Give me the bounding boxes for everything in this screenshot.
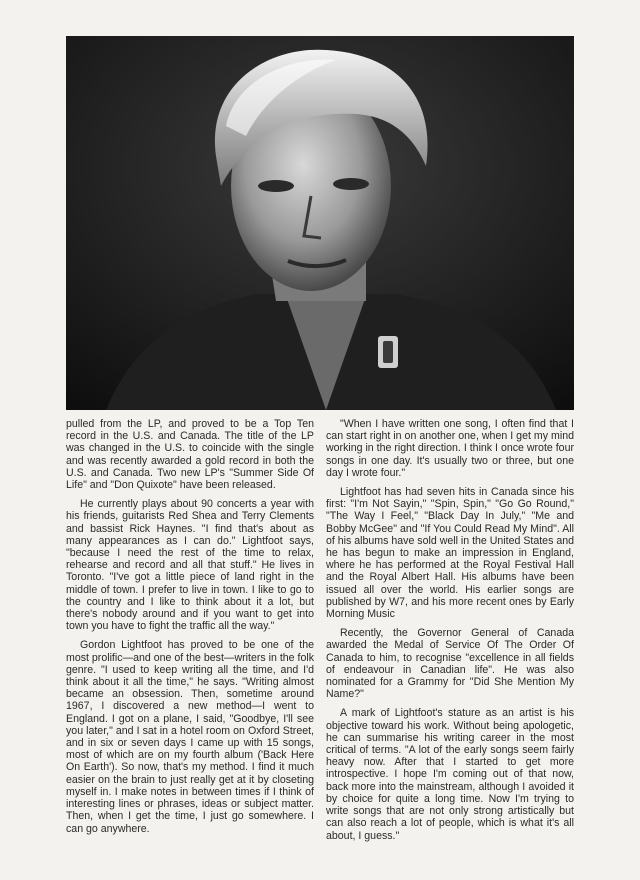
- right-paragraph-1: "When I have written one song, I often find that I can start right in on another one, when I get my mind working in the right direction. I think I once wrote four songs in one day. It's usually two or three, but one day I wrote four.": [326, 418, 574, 479]
- left-paragraph-1: pulled from the LP, and proved to be a Top Ten record in the U.S. and Canada. The title of the LP was changed in the U.S. to coincide with the single and was recently awarded a gold record in both the U.S. and Canada. Two new LP's "Summer Side Of Life" and "Don Quixote" have been released.: [66, 418, 314, 492]
- right-paragraph-2: Lightfoot has had seven hits in Canada since his first: "I'm Not Sayin," "Spin, Spin," "Go Go Round," "The Way I Feel," "Black Day In July," "Me and Bobby McGee" and "If You Could Read My Mind". All of his albums have sold well in the United States and he has begun to make an impression in England, where he has performed at the Royal Festival Hall and the Royal Albert Hall. His albums have been issued all over the world. His earlier songs are published by W7, and his more recent ones by Early Morning Music: [326, 486, 574, 621]
- left-column: [66, 418, 314, 842]
- right-paragraph-3: Recently, the Governor General of Canada awarded the Medal of Service Of The Order Of Canada to him, to recognise "excellence in all fields of endeavour in Canadian life". He was also nominated for a Grammy for "Did She Mention My Name?": [326, 627, 574, 701]
- right-paragraph-4: A mark of Lightfoot's stature as an artist is his objective toward his work. Without being apologetic, he can summarise his writing career in the most critical of terms. "A lot of the early songs seem fairly heavy now. After that I started to get more introspective. I hope I'm coming out of that now, back more into the mainstream, although I avoided it by choice for quite a long time. Now I'm trying to write songs that are not only strong artistically but can also reach a lot of people, which is what it's all about, I guess.": [326, 707, 574, 842]
- portrait-photo: [66, 36, 574, 410]
- left-paragraph-3: Gordon Lightfoot has proved to be one of the most prolific—and one of the best—writers in the folk genre. "I used to keep writing all the time, and I'd think about it all the time," he says. "Writing almost became an obsession. Then, sometime around 1967, I discovered a new method—I went to England. I got on a plane, I said, "Goodbye, I'll see you later," and I sat in a hotel room on Oxford Street, and in six or seven days I came up with 15 songs, most of which are on my fourth album ('Back Here On Earth'). So now, that's my method. I find it much easier on the brain to just really get at it by closeting myself in. I make notes in between times if I think of interesting lines or phrases, ideas or subject matter. Then, when I get the time, I just go somewhere. I can go anywhere.: [66, 639, 314, 835]
- left-paragraph-2: He currently plays about 90 concerts a year with his friends, guitarists Red Shea and Terry Clements and bassist Rick Haynes. "I find that's about as many appearances as I can do." Lightfoot says, "because I need the rest of the time to relax, rehearse and record and all that stuff." He lives in Toronto. "I've got a little piece of land right in the middle of town. I prefer to live in town. I like to go to the country and I like to think about it a lot, but there's nobody around and if you want to get into town you have to fight the traffic all the way.": [66, 498, 314, 633]
- portrait-photo-icon: [66, 36, 574, 410]
- right-column: [326, 418, 574, 849]
